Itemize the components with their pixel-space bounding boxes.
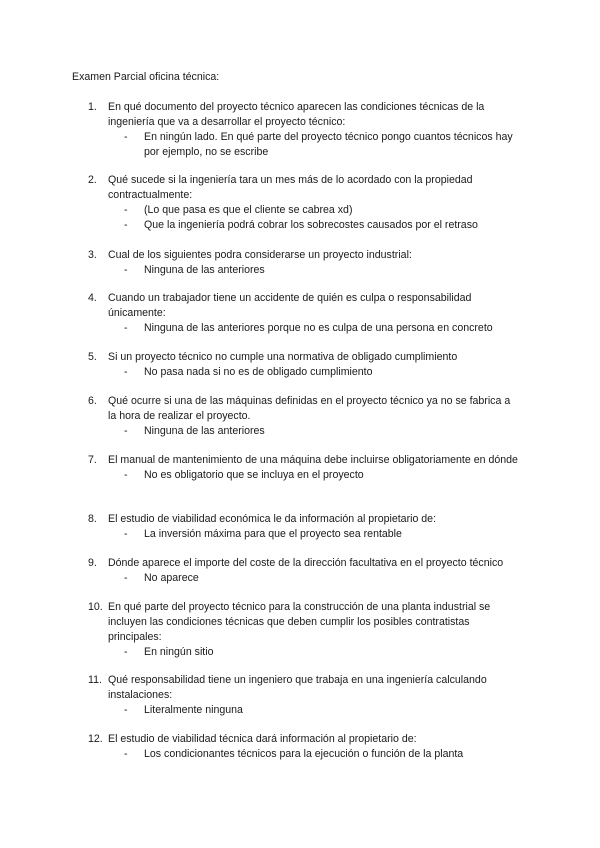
question-number: 3.: [88, 249, 97, 261]
question-number: 11.: [88, 674, 102, 686]
dash-marker: -: [124, 425, 128, 437]
answer-text: En ningún lado. En qué parte del proyecto técnico pongo cuantos técnicos hay por ejemplo, no se escribe: [144, 131, 513, 158]
dash-marker: -: [124, 469, 128, 481]
answer-text: La inversión máxima para que el proyecto sea rentable: [144, 528, 402, 540]
answer-item: [108, 365, 520, 380]
question-5: [88, 350, 520, 380]
question-text: Qué ocurre si una de las máquinas definidas en el proyecto técnico ya no se fabrica a la hora de realizar el proyecto.: [108, 395, 511, 422]
question-number: 12.: [88, 733, 103, 745]
question-1: [88, 100, 520, 160]
question-text: Cual de los siguientes podra considerarse un proyecto industrial:: [108, 249, 412, 261]
question-text: Cuando un trabajador tiene un accidente de quién es culpa o responsabilidad únicamente:: [108, 292, 472, 319]
answer-text: Ninguna de las anteriores: [144, 264, 265, 276]
answer-text: Ninguna de las anteriores: [144, 425, 265, 437]
question-number: 10.: [88, 601, 103, 613]
answer-list: [88, 203, 520, 233]
answer-text: Los condicionantes técnicos para la ejecución o función de la planta: [144, 748, 464, 760]
document-title: Examen Parcial oficina técnica:: [72, 71, 220, 83]
answer-text: No aparece: [144, 572, 199, 584]
question-text: El estudio de viabilidad económica le da información al propietario de:: [108, 513, 437, 525]
answer-item: [108, 321, 520, 336]
answer-item: [108, 571, 520, 586]
question-number: 5.: [88, 351, 97, 363]
answer-list: [88, 703, 520, 718]
question-number: 7.: [88, 454, 97, 466]
question-12: [88, 732, 520, 762]
dash-marker: -: [124, 322, 128, 334]
answer-item: [108, 703, 520, 718]
answer-item: [108, 468, 520, 483]
dash-marker: -: [124, 704, 128, 716]
answer-item: [108, 263, 520, 278]
dash-marker: -: [124, 572, 128, 584]
question-text: El manual de mantenimiento de una máquina debe incluirse obligatoriamente en dónde: [108, 454, 518, 466]
dash-marker: -: [124, 264, 128, 276]
question-text: En qué parte del proyecto técnico para la construcción de una planta industrial se incluyen las condiciones técnicas que deben cumplir los posibles contratistas principales:: [108, 601, 491, 643]
question-number: 4.: [88, 292, 97, 304]
question-4: [88, 291, 520, 336]
dash-marker: -: [124, 219, 128, 231]
question-text: El estudio de viabilidad técnica dará información al propietario de:: [108, 733, 417, 745]
dash-marker: -: [124, 748, 128, 760]
question-3: [88, 248, 520, 278]
question-text: Dónde aparece el importe del coste de la dirección facultativa en el proyecto técnico: [108, 557, 504, 569]
question-number: 6.: [88, 395, 97, 407]
answer-list: [88, 424, 520, 439]
question-text: Si un proyecto técnico no cumple una normativa de obligado cumplimiento: [108, 351, 458, 363]
answer-list: [88, 468, 520, 483]
answer-item: [108, 218, 520, 233]
question-2: [88, 173, 520, 233]
answer-list: [88, 130, 520, 160]
answer-item: [108, 747, 520, 762]
answer-list: [88, 571, 520, 586]
answer-item: [108, 203, 520, 218]
question-8: [88, 512, 520, 542]
answer-list: [88, 365, 520, 380]
question-11: [88, 673, 520, 718]
answer-item: [108, 645, 520, 660]
question-number: 1.: [88, 101, 97, 113]
answer-list: [88, 263, 520, 278]
answer-text: (Lo que pasa es que el cliente se cabrea xd): [144, 204, 353, 216]
question-number: 2.: [88, 174, 97, 186]
question-6: [88, 394, 520, 439]
answer-item: [108, 527, 520, 542]
dash-marker: -: [124, 646, 128, 658]
question-text: Qué responsabilidad tiene un ingeniero que trabaja en una ingeniería calculando instalaciones:: [108, 674, 487, 701]
answer-list: [88, 645, 520, 660]
question-number: 8.: [88, 513, 97, 525]
answer-text: Que la ingeniería podrá cobrar los sobrecostes causados por el retraso: [144, 219, 478, 231]
answer-list: [88, 747, 520, 762]
question-text: En qué documento del proyecto técnico aparecen las condiciones técnicas de la ingeniería que va a desarrollar el proyecto técnico:: [108, 101, 485, 128]
answer-text: En ningún sitio: [144, 646, 214, 658]
answer-item: [108, 130, 520, 160]
answer-text: Literalmente ninguna: [144, 704, 243, 716]
answer-text: No pasa nada si no es de obligado cumplimiento: [144, 366, 373, 378]
question-10: [88, 600, 520, 660]
answer-list: [88, 321, 520, 336]
answer-item: [108, 424, 520, 439]
question-7: [88, 453, 520, 483]
dash-marker: -: [124, 131, 128, 143]
answer-list: [88, 527, 520, 542]
question-text: Qué sucede si la ingeniería tara un mes más de lo acordado con la propiedad contractualmente:: [108, 174, 473, 201]
answer-text: No es obligatorio que se incluya en el proyecto: [144, 469, 364, 481]
answer-text: Ninguna de las anteriores porque no es culpa de una persona en concreto: [144, 322, 493, 334]
dash-marker: -: [124, 366, 128, 378]
question-9: [88, 556, 520, 586]
dash-marker: -: [124, 204, 128, 216]
dash-marker: -: [124, 528, 128, 540]
question-number: 9.: [88, 557, 97, 569]
